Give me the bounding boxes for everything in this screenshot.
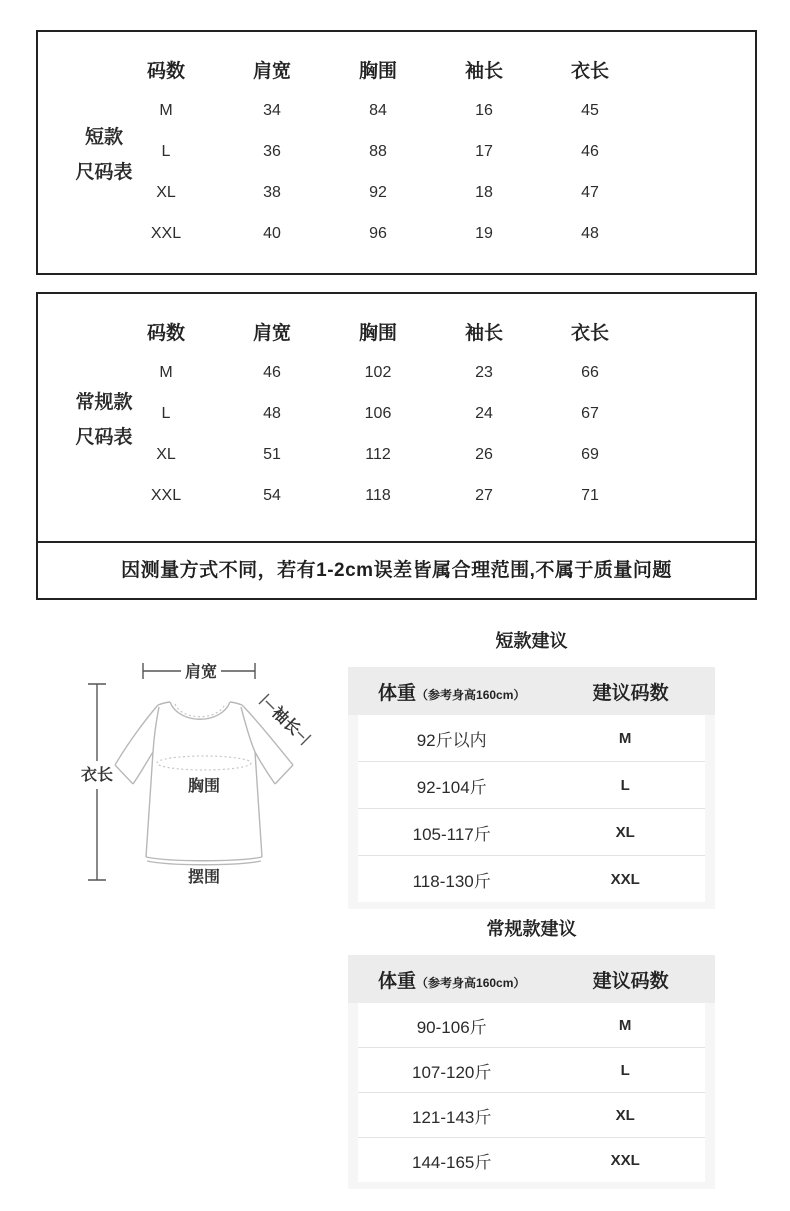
measurement-value: 23 xyxy=(475,363,493,381)
column-header: 肩宽 xyxy=(252,61,291,82)
size-name: M xyxy=(159,363,173,381)
size-name: M xyxy=(159,101,173,119)
measurement-value: 36 xyxy=(263,142,281,160)
weight-column-header: 体重（参考身高160cm） xyxy=(378,682,526,704)
regular-size-grid xyxy=(113,294,643,516)
measurement-value: 118 xyxy=(365,486,391,504)
measurement-value: 102 xyxy=(364,363,392,381)
shoulder-width-label: 肩宽 xyxy=(184,664,218,681)
column-header: 肩宽 xyxy=(252,323,291,344)
measurement-value: 34 xyxy=(263,101,281,119)
measurement-value: 26 xyxy=(475,445,493,463)
suggestion-row xyxy=(358,1092,705,1137)
recommended-size: XXL xyxy=(610,870,640,888)
column-header: 胸围 xyxy=(358,323,397,344)
regular-size-grid-wrap xyxy=(38,294,755,541)
table-label-line: 尺码表 xyxy=(75,161,133,183)
size-column-header: 建议码数 xyxy=(592,970,669,992)
measurement-value: 40 xyxy=(263,224,281,242)
short-suggestion-title: 短款建议 xyxy=(495,631,568,651)
sleeve-length-label: 袖长 xyxy=(268,704,304,739)
column-header: 衣长 xyxy=(570,61,609,82)
measurement-value: 69 xyxy=(581,445,599,463)
table-label-line: 尺码表 xyxy=(75,426,133,448)
measurement-value: 71 xyxy=(581,486,599,504)
recommended-size: XXL xyxy=(610,1151,640,1169)
measurement-value: 96 xyxy=(369,224,387,242)
measurement-value: 88 xyxy=(369,142,387,160)
column-header: 码数 xyxy=(146,61,185,82)
measurement-value: 19 xyxy=(475,224,493,242)
table-label-line: 常规款 xyxy=(75,391,133,413)
measurement-value: 51 xyxy=(263,445,281,463)
size-name: L xyxy=(161,404,171,422)
column-header: 衣长 xyxy=(570,323,609,344)
recommended-size: L xyxy=(620,1061,630,1079)
suggestion-row xyxy=(358,855,705,902)
regular-suggestion-rows xyxy=(358,1003,705,1182)
measurement-value: 27 xyxy=(475,486,493,504)
measurement-value: 38 xyxy=(263,183,281,201)
chest-label: 胸围 xyxy=(187,778,221,795)
weight-range: 121-143斤 xyxy=(411,1107,492,1127)
height-reference-note: （参考身高160cm） xyxy=(416,975,526,990)
measurement-value: 46 xyxy=(263,363,281,381)
garment-length-label: 衣长 xyxy=(80,767,114,784)
weight-range: 92斤以内 xyxy=(416,730,487,750)
size-name: XXL xyxy=(150,224,182,242)
suggestion-column xyxy=(348,617,715,1189)
measurement-tolerance-note: 因测量方式不同，若有1-2cm误差皆属合理范围,不属于质量问题 xyxy=(38,541,755,598)
weight-range: 105-117斤 xyxy=(412,824,491,844)
measurement-value: 48 xyxy=(263,404,281,422)
tshirt-diagram-svg xyxy=(75,639,345,889)
suggestion-row xyxy=(358,761,705,808)
weight-column-header: 体重（参考身高160cm） xyxy=(378,970,526,992)
short-size-table-label xyxy=(38,32,170,273)
short-suggestion-rows xyxy=(358,715,705,902)
short-style-suggestion-block xyxy=(348,627,715,909)
weight-range: 92-104斤 xyxy=(416,777,487,797)
measurement-value: 47 xyxy=(581,183,599,201)
measurement-value: 45 xyxy=(581,101,599,119)
suggestion-row xyxy=(358,715,705,761)
measurement-value: 17 xyxy=(475,142,493,160)
column-header: 袖长 xyxy=(464,61,503,82)
regular-suggestion-title: 常规款建议 xyxy=(486,919,577,939)
short-size-grid xyxy=(113,32,643,254)
weight-range: 118-130斤 xyxy=(412,871,491,891)
recommended-size: M xyxy=(618,729,632,747)
weight-range: 144-165斤 xyxy=(411,1152,492,1172)
short-size-grid-wrap xyxy=(38,32,755,273)
regular-style-size-table xyxy=(36,292,757,600)
measurement-value: 66 xyxy=(581,363,599,381)
chest-measure-line xyxy=(157,756,251,770)
column-header: 胸围 xyxy=(358,61,397,82)
weight-range: 107-120斤 xyxy=(411,1062,492,1082)
suggestion-row xyxy=(358,808,705,855)
size-name: XL xyxy=(156,183,176,201)
suggestion-row xyxy=(358,1047,705,1092)
regular-style-suggestion-block xyxy=(348,915,715,1189)
short-suggestion-table xyxy=(348,667,715,909)
suggestion-row xyxy=(358,1137,705,1182)
measurement-value: 92 xyxy=(369,183,387,201)
recommended-size: XL xyxy=(615,823,635,841)
regular-size-table-label xyxy=(38,294,170,541)
measurement-value: 48 xyxy=(581,224,599,242)
measurement-value: 106 xyxy=(364,404,392,422)
size-name: XXL xyxy=(150,486,182,504)
recommended-size: L xyxy=(620,776,630,794)
measurement-value: 46 xyxy=(581,142,599,160)
regular-suggestion-table xyxy=(348,955,715,1189)
recommended-size: M xyxy=(618,1016,632,1034)
recommended-size: XL xyxy=(615,1106,635,1124)
measurement-value: 67 xyxy=(581,404,599,422)
measurement-value: 18 xyxy=(475,183,493,201)
table-label-line: 短款 xyxy=(84,126,123,148)
tshirt-measurement-diagram xyxy=(75,617,345,894)
size-name: XL xyxy=(156,445,176,463)
height-reference-note: （参考身高160cm） xyxy=(416,687,526,702)
size-chart-page xyxy=(0,30,790,1189)
measurement-value: 112 xyxy=(365,445,391,463)
measurement-value: 24 xyxy=(475,404,493,422)
regular-suggestion-header xyxy=(348,955,715,1003)
measurement-value: 84 xyxy=(369,101,387,119)
size-name: L xyxy=(161,142,171,160)
bottom-section xyxy=(0,600,790,1189)
column-header: 袖长 xyxy=(464,323,503,344)
hem-label: 摆围 xyxy=(187,869,221,886)
measurement-value: 16 xyxy=(475,101,493,119)
suggestion-row xyxy=(358,1003,705,1047)
weight-range: 90-106斤 xyxy=(416,1017,487,1037)
short-suggestion-header xyxy=(348,667,715,715)
measurement-value: 54 xyxy=(263,486,281,504)
column-header: 码数 xyxy=(146,323,185,344)
size-column-header: 建议码数 xyxy=(592,682,669,704)
short-style-size-table xyxy=(36,30,757,275)
